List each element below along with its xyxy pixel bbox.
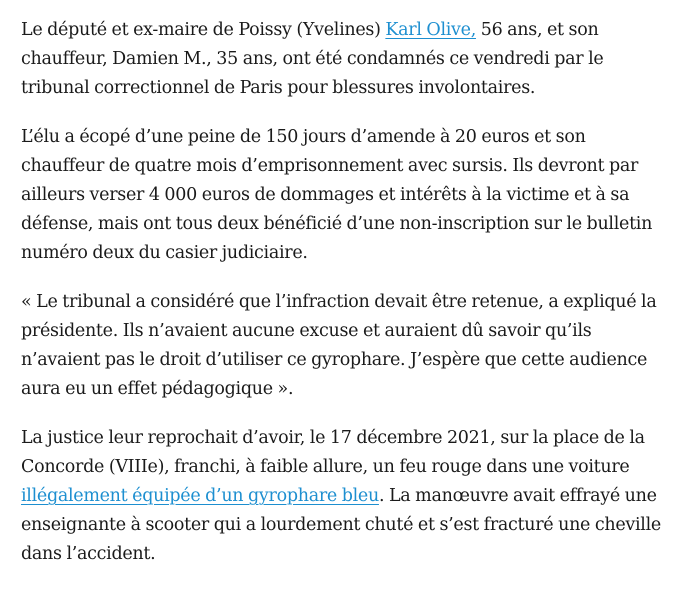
paragraph-3-quote: « Le tribunal a considéré que l’infraction devait être retenue, a expliqué la présidente. Ils n’avaient aucune excuse et auraient dû savoir qu’ils n’avaient pas le droit d’utiliser ce gyrophare. J’espère que cette audience aura eu un effet pédagogique ». xyxy=(21,292,657,399)
paragraph-2: L’élu a écopé d’une peine de 150 jours d’amende à 20 euros et son chauffeur de quatre mois d’emprisonnement avec sursis. Ils devront par ailleurs verser 4 000 euros de dommages et intérêts à la victime et à sa défense, mais ont tous deux bénéficié d’une non-inscription sur le bulletin numéro deux du casier judiciaire. xyxy=(21,127,653,263)
link-gyrophare-bleu[interactable]: illégalement équipée d’un gyrophare bleu xyxy=(21,486,379,506)
paragraph-4-text-end: . La manœuvre avait effrayé une enseignante à scooter qui a lourdement chuté et s’est fracturé une cheville dans l’accident. xyxy=(21,486,661,564)
paragraph-4 xyxy=(21,424,671,569)
paragraph-1 xyxy=(21,16,671,103)
link-karl-olive[interactable]: Karl Olive, xyxy=(385,20,476,40)
paragraph-1-text-start: Le député et ex-maire de Poissy (Yvelines) xyxy=(21,20,386,40)
paragraph-1-text-end: 56 ans, et son chauffeur, Damien M., 35 ans, ont été condamnés ce vendredi par le tribunal correctionnel de Paris pour blessures involontaires. xyxy=(21,20,604,98)
paragraph-4-text-start: La justice leur reprochait d’avoir, le 17 décembre 2021, sur la place de la Concorde (VIIIe), franchi, à faible allure, un feu rouge dans une voiture xyxy=(21,428,645,477)
article-body xyxy=(21,16,671,569)
